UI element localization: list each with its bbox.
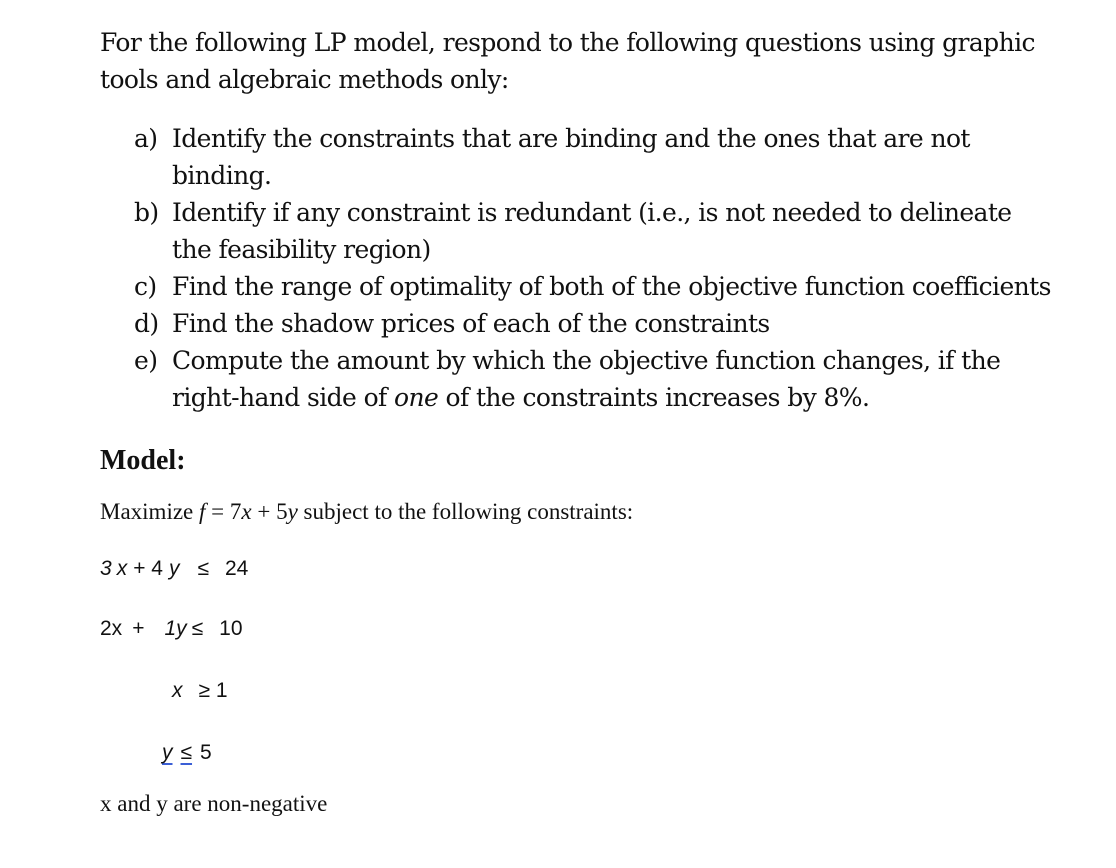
constraint-2 xyxy=(100,616,243,642)
question-item-c xyxy=(0,268,1116,305)
objective-term: + 5 xyxy=(251,499,288,524)
question-text xyxy=(172,194,1072,268)
question-line: Find the range of optimality of both of the objective function coefficients xyxy=(172,272,1051,301)
x-term: 2x xyxy=(100,617,123,640)
rhs-value: 10 xyxy=(219,617,243,640)
variable-y: y xyxy=(176,617,187,640)
question-text xyxy=(172,268,1072,305)
objective-y: y xyxy=(287,499,298,524)
variable-x: x xyxy=(172,679,183,702)
question-item-b xyxy=(0,194,1116,268)
coefficient: 1 xyxy=(164,617,177,640)
operator-le: ≤ xyxy=(180,741,193,764)
question-line: Compute the amount by which the objective function changes, if the xyxy=(172,346,1001,375)
question-marker: e) xyxy=(134,346,158,375)
operator-le: ≤ xyxy=(197,557,209,580)
question-line xyxy=(172,379,1072,416)
question-marker: b) xyxy=(134,198,159,227)
question-line: Identify the constraints that are binding and the ones that are not xyxy=(172,124,970,153)
question-list xyxy=(0,120,1116,416)
variable-x: x xyxy=(116,557,128,580)
plus-sign: + xyxy=(132,617,145,640)
question-marker: d) xyxy=(134,309,159,338)
question-text xyxy=(172,342,1072,416)
underlined-expression xyxy=(162,741,192,764)
coefficient: 3 xyxy=(100,557,112,580)
objective-x: x xyxy=(241,499,252,524)
question-line: binding. xyxy=(172,161,272,190)
objective-prefix: Maximize xyxy=(100,499,199,524)
constraint-1 xyxy=(100,556,248,582)
non-negativity-statement: x and y are non-negative xyxy=(100,791,328,816)
question-text xyxy=(172,120,1072,194)
question-text xyxy=(172,305,1072,342)
variable-y: y xyxy=(162,741,173,764)
constraint-3 xyxy=(172,678,228,704)
question-line: Find the shadow prices of each of the constraints xyxy=(172,309,770,338)
objective-variable: f xyxy=(199,499,206,524)
question-item-d xyxy=(0,305,1116,342)
rhs-value: 24 xyxy=(225,557,249,580)
model-heading: Model: xyxy=(100,445,186,476)
question-fragment: of the constraints increases by 8%. xyxy=(438,383,870,412)
question-item-a xyxy=(0,120,1116,194)
plus-term: + 4 xyxy=(133,557,163,580)
emphasis-word: one xyxy=(394,383,439,412)
operator-le: ≤ xyxy=(191,617,204,640)
intro-line-1: For the following LP model, respond to the following questions using graphic xyxy=(100,28,1035,57)
objective-function xyxy=(100,498,633,526)
variable-y: y xyxy=(168,557,180,580)
question-line: the feasibility region) xyxy=(172,235,431,264)
intro-paragraph xyxy=(100,24,1060,98)
question-item-e xyxy=(0,342,1116,416)
constraint-4 xyxy=(162,740,212,766)
question-fragment: right-hand side of xyxy=(172,383,395,412)
intro-line-2: tools and algebraic methods only: xyxy=(100,65,509,94)
question-marker: a) xyxy=(134,124,158,153)
question-marker: c) xyxy=(134,272,157,301)
operator-ge: ≥ 1 xyxy=(198,679,228,702)
rhs-value: 5 xyxy=(200,741,212,764)
question-line: Identify if any constraint is redundant (i.e., is not needed to delineate xyxy=(172,198,1012,227)
objective-term: = 7 xyxy=(205,499,242,524)
objective-suffix: subject to the following constraints: xyxy=(297,499,634,524)
